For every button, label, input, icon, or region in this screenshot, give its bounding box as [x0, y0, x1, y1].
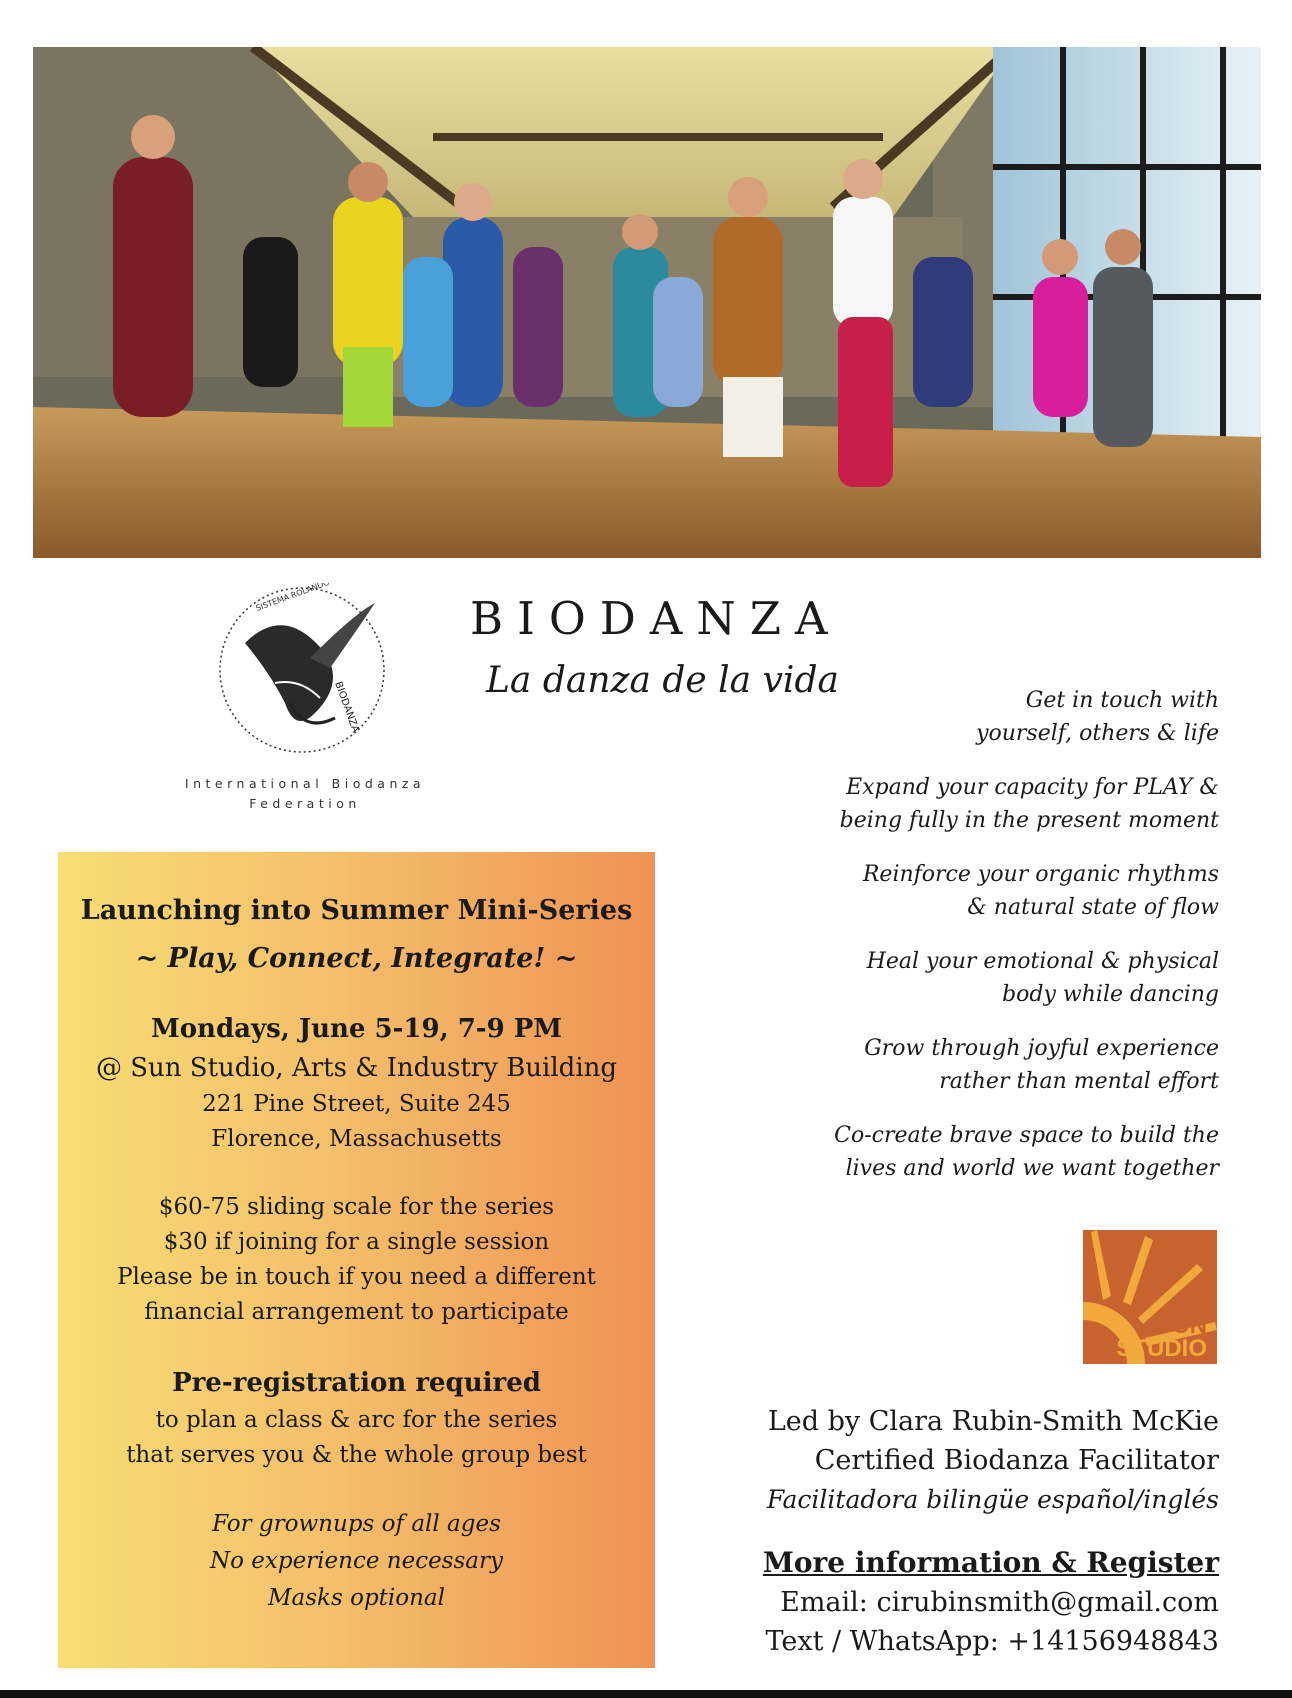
- brand-title: BIODANZA: [470, 592, 842, 645]
- event-info-box: [58, 852, 655, 1668]
- sun-icon: [1083, 1230, 1217, 1364]
- address-line2: Florence, Massachusetts: [211, 1126, 502, 1152]
- federation-caption: [180, 774, 430, 814]
- event-date: Mondays, June 5-19, 7-9 PM: [150, 1014, 563, 1044]
- benefit-line: Reinforce your organic rhythms: [862, 862, 1219, 887]
- benefit-item: [699, 858, 1219, 924]
- series-title: Launching into Summer Mini-Series: [80, 895, 633, 926]
- benefit-item: [699, 945, 1219, 1011]
- benefit-line: Grow through joyful experience: [864, 1036, 1219, 1061]
- benefit-line: yourself, others & life: [976, 721, 1219, 746]
- benefit-item: [699, 1119, 1219, 1185]
- contact-phone[interactable]: Text / WhatsApp: +14156948843: [765, 1626, 1219, 1657]
- price-line: $60-75 sliding scale for the series: [158, 1194, 555, 1220]
- preregistration-line: that serves you & the whole group best: [126, 1442, 587, 1468]
- note-line: For grownups of all ages: [212, 1511, 501, 1537]
- benefit-line: rather than mental effort: [939, 1069, 1219, 1094]
- hero-photo: [33, 47, 1261, 558]
- contact-email[interactable]: Email: cirubinsmith@gmail.com: [780, 1587, 1219, 1618]
- facilitator-credential: Certified Biodanza Facilitator: [814, 1445, 1219, 1476]
- benefit-line: Expand your capacity for PLAY &: [846, 775, 1219, 800]
- bottom-bar: [0, 1690, 1292, 1698]
- contact-info: [659, 1543, 1219, 1661]
- note-line: No experience necessary: [209, 1548, 503, 1574]
- benefit-line: lives and world we want together: [845, 1156, 1219, 1181]
- sun-studio-logo: [1083, 1230, 1217, 1364]
- ring-text: SISTEMA ROLANDO TORO: [254, 583, 355, 613]
- biodanza-federation-logo: [215, 583, 390, 758]
- event-venue: @ Sun Studio, Arts & Industry Building: [95, 1053, 618, 1083]
- benefit-line: Heal your emotional & physical: [866, 949, 1219, 974]
- benefit-item: [699, 771, 1219, 837]
- preregistration-heading: Pre-registration required: [172, 1368, 541, 1398]
- facilitator-name: Led by Clara Rubin-Smith McKie: [767, 1406, 1219, 1437]
- heron-seal-icon: [215, 583, 390, 758]
- benefits-list: [699, 684, 1219, 1206]
- more-info-link[interactable]: More information & Register: [762, 1546, 1219, 1579]
- benefit-line: Get in touch with: [1025, 688, 1219, 713]
- federation-line2: Federation: [249, 796, 361, 811]
- federation-line1: International Biodanza: [184, 776, 426, 791]
- address-line1: 221 Pine Street, Suite 245: [202, 1091, 511, 1117]
- benefit-line: body while dancing: [1002, 982, 1219, 1007]
- series-subtitle: ~ Play, Connect, Integrate! ~: [135, 943, 578, 974]
- sun-studio-line2: STUDIO: [1116, 1335, 1207, 1362]
- benefit-item: [699, 1032, 1219, 1098]
- preregistration-line: to plan a class & arc for the series: [155, 1407, 558, 1433]
- brand-tagline: La danza de la vida: [486, 660, 839, 701]
- price-line: Please be in touch if you need a different: [117, 1264, 596, 1290]
- benefit-line: being fully in the present moment: [839, 808, 1219, 833]
- sun-studio-line1: SUN: [1156, 1312, 1207, 1339]
- note-line: Masks optional: [267, 1585, 445, 1611]
- benefit-line: & natural state of flow: [967, 895, 1219, 920]
- facilitator-languages: Facilitadora bilingüe español/inglés: [766, 1485, 1219, 1514]
- facilitator-info: [659, 1402, 1219, 1519]
- group-dancing-photo: [33, 47, 1261, 558]
- seal-text: BIODANZA: [332, 680, 361, 735]
- benefit-line: Co-create brave space to build the: [834, 1123, 1219, 1148]
- benefit-item: [699, 684, 1219, 750]
- price-line: financial arrangement to participate: [144, 1299, 569, 1325]
- price-line: $30 if joining for a single session: [163, 1229, 550, 1255]
